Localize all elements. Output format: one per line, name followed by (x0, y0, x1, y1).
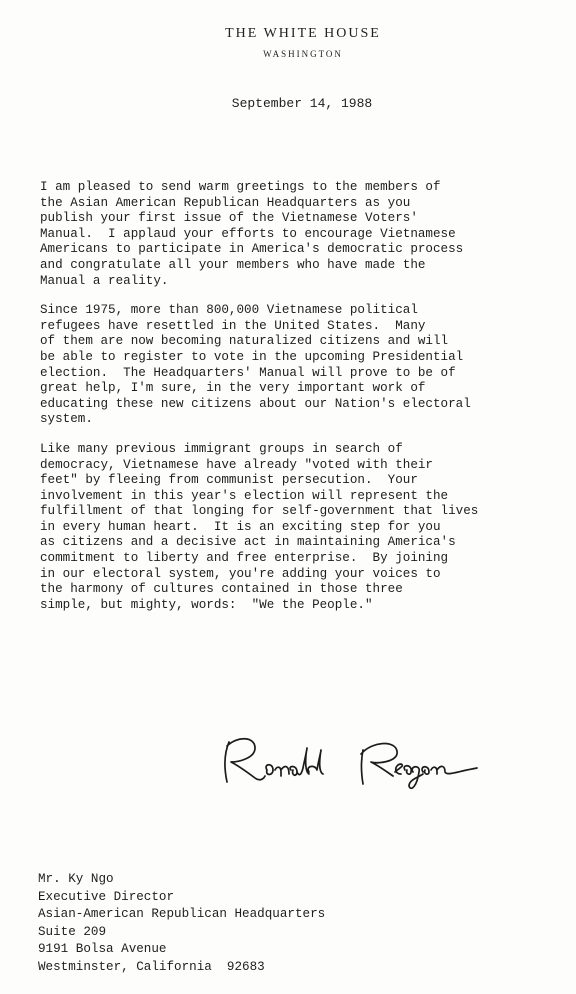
letter-date: September 14, 1988 (231, 96, 373, 111)
paragraph-3 (40, 442, 570, 614)
letterhead-city: WASHINGTON (263, 49, 343, 59)
handwritten-signature (215, 728, 505, 798)
paragraph-line: publish your first issue of the Vietnamese Voters' (40, 211, 418, 226)
address-line: Mr. Ky Ngo (38, 872, 114, 886)
paragraph-line: involvement in this year's election will represent the (40, 488, 449, 503)
paragraph-line: great help, I'm sure, in the very important work of (40, 381, 426, 396)
paragraph-line: Americans to participate in America's democratic process (40, 242, 464, 257)
paragraph-2 (40, 303, 570, 428)
paragraph-line: and congratulate all your members who have made the (40, 257, 426, 272)
letterhead-organization: THE WHITE HOUSE (225, 26, 381, 41)
paragraph-line: simple, but mighty, words: "We the People." (40, 597, 373, 612)
letterhead (0, 26, 576, 59)
paragraph-line: in every human heart. It is an exciting step for you (40, 519, 441, 534)
paragraph-line: as citizens and a decisive act in maintaining America's (40, 535, 456, 550)
paragraph-line: educating these new citizens about our Nation's electoral (40, 396, 471, 411)
address-line: Executive Director (38, 889, 175, 904)
paragraph-line: the Asian American Republican Headquarters as you (40, 195, 411, 210)
paragraph-line: democracy, Vietnamese have already "voted with their (40, 457, 433, 472)
paragraph-line: I am pleased to send warm greetings to the members of (40, 180, 441, 194)
paragraph-line: Manual. I applaud your efforts to encourage Vietnamese (40, 226, 456, 241)
address-line: Westminster, California 92683 (38, 959, 265, 974)
paragraph-line: refugees have resettled in the United States. Many (40, 318, 426, 333)
address-line: Asian-American Republican Headquarters (38, 907, 326, 922)
paragraph-line: election. The Headquarters' Manual will prove to be of (40, 365, 456, 380)
address-line: 9191 Bolsa Avenue (38, 942, 167, 957)
paragraph-line: the harmony of cultures contained in those three (40, 582, 403, 597)
recipient-address (38, 871, 325, 977)
paragraph-line: fulfillment of that longing for self-government that lives (40, 504, 479, 519)
address-line: Suite 209 (38, 924, 107, 939)
letter-body (40, 180, 570, 627)
paragraph-1 (40, 180, 570, 289)
paragraph-line: commitment to liberty and free enterprise. By joining (40, 551, 449, 566)
paragraph-line: system. (40, 412, 93, 427)
paragraph-line: Manual a reality. (40, 273, 169, 288)
paragraph-line: be able to register to vote in the upcoming Presidential (40, 349, 464, 364)
paragraph-line: feet" by fleeing from communist persecution. Your (40, 473, 418, 488)
paragraph-line: in our electoral system, you're adding your voices to (40, 566, 441, 581)
paragraph-line: Since 1975, more than 800,000 Vietnamese political (40, 303, 418, 318)
paragraph-line: of them are now becoming naturalized citizens and will (40, 334, 449, 349)
paragraph-line: Like many previous immigrant groups in search of (40, 441, 403, 456)
